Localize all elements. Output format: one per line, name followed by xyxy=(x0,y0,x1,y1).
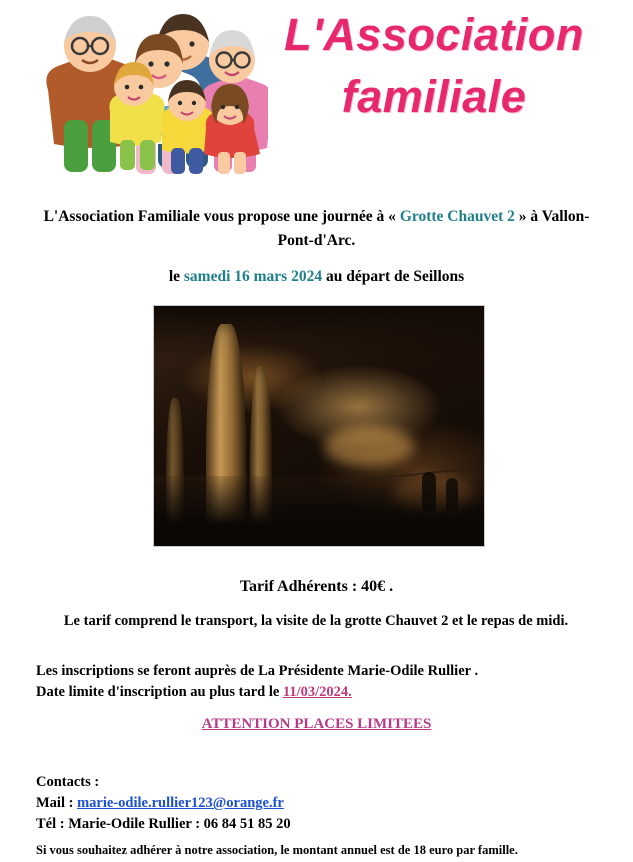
price-includes-line: Le tarif comprend le transport, la visite de la grotte Chauvet 2 et le repas de midi. xyxy=(63,613,569,629)
title-line-1: L'Association xyxy=(284,9,584,60)
registration-info xyxy=(36,661,606,703)
limited-places-notice: ATTENTION PLACES LIMITEES xyxy=(201,716,432,732)
event-date: samedi 16 mars 2024 xyxy=(183,268,323,285)
flyer-header xyxy=(0,0,633,180)
cave-ceiling xyxy=(154,306,484,358)
dateline-suffix: au départ de Seillons xyxy=(322,268,465,285)
intro-text-part1: L'Association Familiale vous propose une journée à « xyxy=(43,208,400,225)
family-illustration xyxy=(28,2,268,174)
contacts-heading: Contacts : xyxy=(36,774,100,790)
flyer-title xyxy=(248,8,620,124)
title-line-2: familiale xyxy=(341,71,527,122)
cave-floor xyxy=(154,476,484,546)
registration-deadline: 11/03/2024. xyxy=(282,684,352,700)
contact-phone-line: Tél : Marie-Odile Rullier : 06 84 51 85 20 xyxy=(36,816,291,832)
membership-note: Si vous souhaitez adhérer à notre association, le montant annuel est de 18 euro par famille. xyxy=(36,843,518,857)
registration-line-2 xyxy=(36,682,606,703)
registration-line-1: Les inscriptions se feront auprès de La Présidente Marie-Odile Rullier . xyxy=(36,663,479,679)
contact-mail-line xyxy=(36,793,606,814)
event-dateline xyxy=(40,268,593,286)
contacts-block xyxy=(36,772,606,835)
dateline-prefix: le xyxy=(168,268,184,285)
contact-email-link[interactable]: marie-odile.rullier123@orange.fr xyxy=(77,795,284,811)
intro-paragraph xyxy=(40,205,593,253)
contact-mail-label: Mail : xyxy=(36,795,78,811)
price-line: Tarif Adhérents : 40€ . xyxy=(239,578,394,595)
deadline-prefix: Date limite d'inscription au plus tard le xyxy=(36,684,283,700)
cave-photo xyxy=(153,305,485,547)
cave-glow-1 xyxy=(324,426,414,466)
intro-highlight: Grotte Chauvet 2 xyxy=(399,208,515,225)
intro-text-part2: » à Vallon-Pont-d'Arc. xyxy=(277,208,590,249)
